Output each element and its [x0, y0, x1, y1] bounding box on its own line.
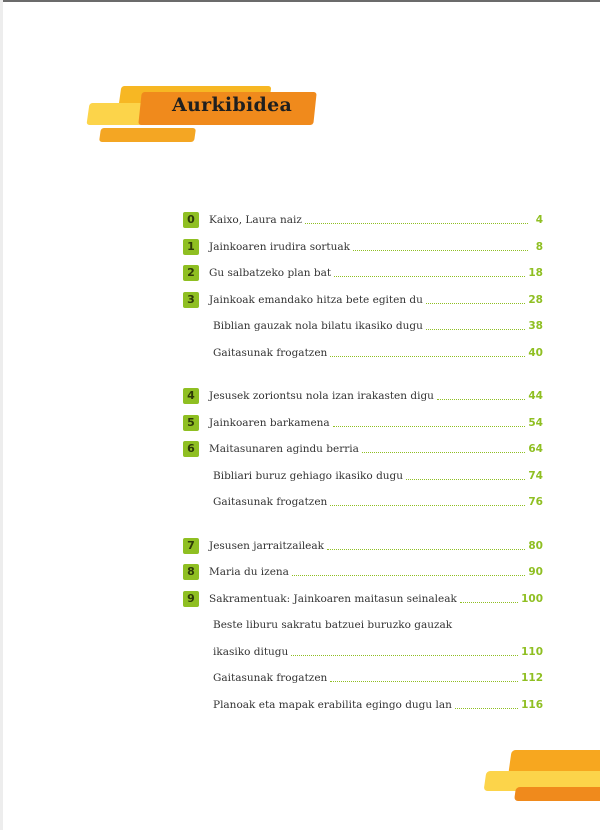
dot-leader — [362, 451, 526, 453]
toc-entry-label: Gaitasunak frogatzen — [213, 346, 328, 359]
toc-entry-unit-8[interactable] — [183, 559, 543, 586]
dot-leader — [291, 654, 518, 656]
toc-page-number: 64 — [528, 443, 543, 456]
unit-number-badge: 2 — [183, 265, 199, 281]
dot-leader — [426, 302, 525, 304]
toc-entry-unit-2[interactable] — [183, 260, 543, 287]
unit-number-badge: 3 — [183, 292, 199, 308]
corner-decoration-stripe — [514, 787, 600, 801]
dot-leader — [327, 548, 525, 550]
dot-leader — [333, 425, 526, 427]
toc-page-number: 40 — [528, 346, 543, 359]
toc-page-number: 90 — [528, 566, 543, 579]
toc-entry-label: Kaixo, Laura naiz — [209, 214, 302, 227]
toc-entry-label: Jesusek zoriontsu nola izan irakasten digu — [209, 390, 434, 403]
toc-entry-label: Jainkoaren irudira sortuak — [209, 240, 351, 253]
toc-page-number: 4 — [535, 214, 543, 227]
toc-entry-label: Planoak eta mapak erabilita egingo dugu lan — [213, 698, 452, 711]
dot-leader — [437, 398, 525, 400]
toc-subentry[interactable] — [183, 665, 543, 692]
dot-leader — [406, 478, 525, 480]
dot-leader — [330, 680, 518, 682]
toc-entry-label: Jesusen jarraitzaileak — [209, 539, 325, 552]
unit-number-badge: 1 — [183, 239, 199, 255]
toc-subentry[interactable] — [183, 639, 543, 666]
unit-number-badge: 5 — [183, 415, 199, 431]
dot-leader — [330, 504, 525, 506]
toc-page-number: 116 — [521, 698, 543, 711]
toc-page-number: 18 — [528, 267, 543, 280]
page-top-edge — [0, 0, 600, 2]
toc-entry-label: Gaitasunak frogatzen — [213, 496, 328, 509]
toc-entry-unit-1[interactable] — [183, 234, 543, 261]
toc-entry-label: Gaitasunak frogatzen — [213, 672, 328, 685]
unit-number-badge: 0 — [183, 212, 199, 228]
unit-number-badge: 4 — [183, 388, 199, 404]
toc-subentry[interactable] — [183, 692, 543, 719]
unit-number-badge: 9 — [183, 591, 199, 607]
toc-entry-label: Gu salbatzeko plan bat — [209, 267, 332, 280]
toc-page-number: 80 — [528, 539, 543, 552]
unit-number-badge: 8 — [183, 564, 199, 580]
dot-leader — [455, 707, 518, 709]
page-spine-shadow — [0, 0, 3, 830]
toc-page-number: 44 — [528, 390, 543, 403]
toc-page-number: 110 — [521, 645, 543, 658]
toc-entry-label: Sakramentuak: Jainkoaren maitasun seinaleak — [209, 592, 457, 605]
toc-subentry[interactable] — [183, 313, 543, 340]
unit-number-badge: 7 — [183, 538, 199, 554]
dot-leader — [334, 275, 525, 277]
toc-subentry[interactable] — [183, 463, 543, 490]
table-of-contents — [183, 207, 543, 718]
toc-entry-label: Maria du izena — [209, 566, 289, 579]
toc-page-number: 76 — [528, 496, 543, 509]
toc-entry-unit-3[interactable] — [183, 287, 543, 314]
toc-entry-label: Beste liburu sakratu batzuei buruzko gauzak — [213, 619, 453, 632]
page-title: Aurkibidea — [172, 94, 293, 116]
toc-entry-label: ikasiko ditugu — [213, 645, 289, 658]
toc-subentry[interactable] — [183, 340, 543, 367]
dot-leader — [305, 222, 528, 224]
toc-entry-unit-0[interactable] — [183, 207, 543, 234]
banner-stripe — [99, 128, 196, 142]
dot-leader — [426, 328, 525, 330]
toc-entry-label: Maitasunaren agindu berria — [209, 443, 359, 456]
toc-entry-unit-6[interactable] — [183, 436, 543, 463]
toc-page-number: 100 — [521, 592, 543, 605]
toc-entry-unit-9[interactable] — [183, 586, 543, 613]
dot-leader — [292, 574, 525, 576]
toc-subentry[interactable] — [183, 489, 543, 516]
toc-entry-label: Jainkoak emandako hitza bete egiten du — [209, 293, 423, 306]
toc-page-number: 74 — [528, 469, 543, 482]
toc-entry-label: Bibliari buruz gehiago ikasiko dugu — [213, 469, 404, 482]
toc-entry-unit-5[interactable] — [183, 410, 543, 437]
toc-entry-label: Biblian gauzak nola bilatu ikasiko dugu — [213, 320, 423, 333]
toc-page-number: 28 — [528, 293, 543, 306]
toc-page-number: 8 — [535, 240, 543, 253]
dot-leader — [460, 601, 518, 603]
unit-number-badge: 6 — [183, 441, 199, 457]
toc-entry-unit-7[interactable] — [183, 533, 543, 560]
toc-subentry[interactable] — [183, 612, 543, 639]
toc-page-number: 54 — [528, 416, 543, 429]
toc-entry-unit-4[interactable] — [183, 383, 543, 410]
toc-page-number: 112 — [521, 672, 543, 685]
toc-page-number: 38 — [528, 320, 543, 333]
dot-leader — [330, 355, 525, 357]
dot-leader — [353, 249, 528, 251]
toc-entry-label: Jainkoaren barkamena — [209, 416, 330, 429]
